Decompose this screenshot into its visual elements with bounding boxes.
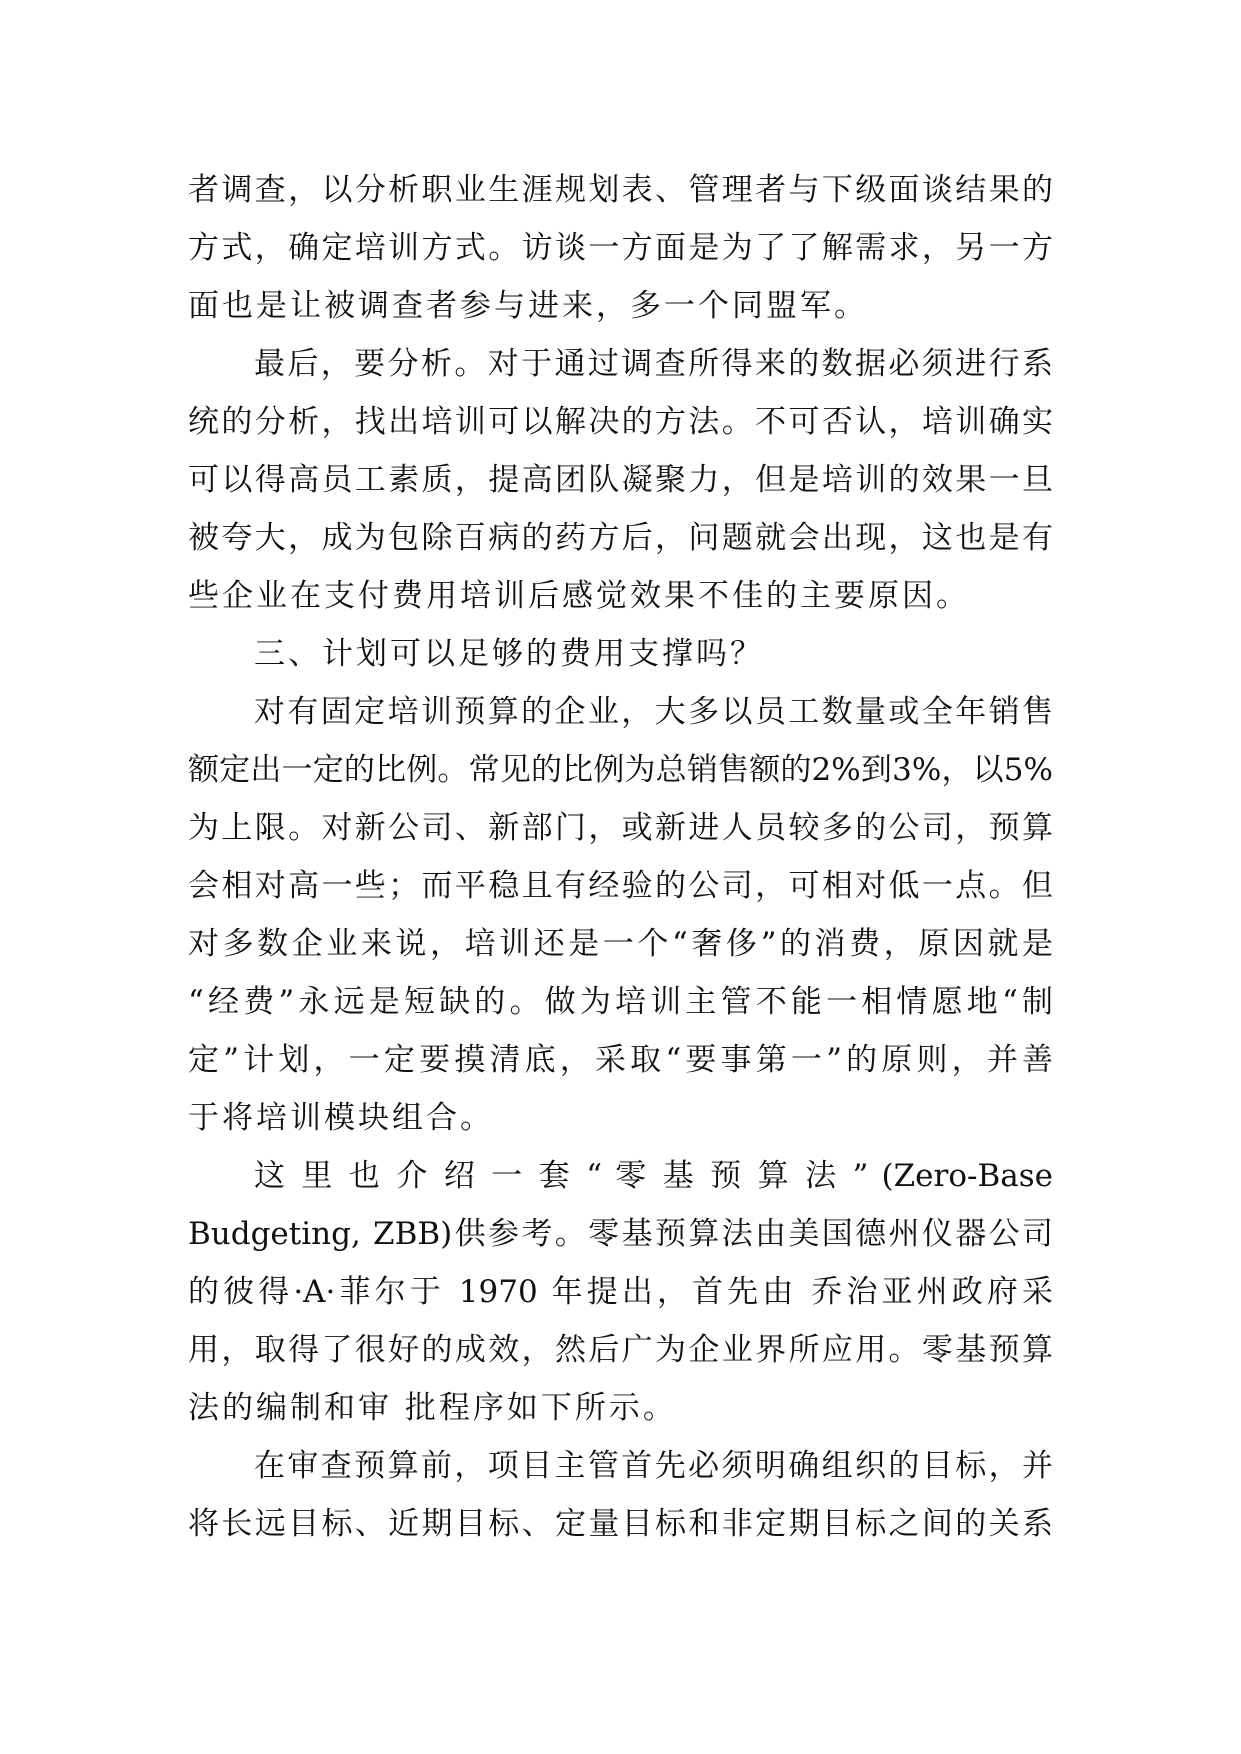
text-line: 将长远目标、近期目标、定量目标和非定期目标之间的关系	[188, 1506, 1053, 1542]
text-line: 在审查预算前，项目主管首先必须明确组织的目标，并	[254, 1448, 1053, 1484]
text-line: 为上限。对新公司、新部门，或新进人员较多的公司，预算	[188, 810, 1053, 846]
text-line: 面也是让被调查者参与进来，多一个同盟军。	[188, 288, 868, 324]
text-line: 可以得高员工素质，提高团队凝聚力，但是培训的效果一旦	[188, 462, 1053, 498]
text-line: 会相对高一些；而平稳且有经验的公司，可相对低一点。但	[188, 868, 1053, 904]
text-line: 最后，要分析。对于通过调查所得来的数据必须进行系	[254, 346, 1053, 382]
text-line: 于将培训模块组合。	[188, 1100, 494, 1136]
text-line: 的彼得·A·菲尔于 1970 年提出，首先由 乔治亚州政府采	[188, 1274, 1053, 1310]
section-heading: 三、计划可以足够的费用支撑吗？	[254, 636, 764, 672]
text-line: 用，取得了很好的成效，然后广为企业界所应用。零基预算	[188, 1332, 1053, 1368]
text-line: 统的分析，找出培训可以解决的方法。不可否认，培训确实	[188, 404, 1053, 440]
text-line: 额定出一定的比例。常见的比例为总销售额的2%到3%，以5%	[188, 752, 1053, 788]
text-line: 对有固定培训预算的企业，大多以员工数量或全年销售	[254, 694, 1053, 730]
text-line: Budgeting, ZBB)供参考。零基预算法由美国德州仪器公司	[188, 1216, 1053, 1252]
text-line: 法的编制和审 批程序如下所示。	[188, 1390, 677, 1426]
text-line: “经费”永远是短缺的。做为培训主管不能一相情愿地“制	[188, 984, 1053, 1020]
text-line: 方式，确定培训方式。访谈一方面是为了了解需求，另一方	[188, 230, 1053, 266]
text-line: 些企业在支付费用培训后感觉效果不佳的主要原因。	[188, 578, 970, 614]
text-line: 者调查，以分析职业生涯规划表、管理者与下级面谈结果的	[188, 172, 1053, 208]
text-line: 这 里 也 介 绍 一 套 “ 零 基 预 算 法 ” (Zero-Base	[254, 1158, 1053, 1194]
text-line: 被夸大，成为包除百病的药方后，问题就会出现，这也是有	[188, 520, 1053, 556]
text-line: 定”计划，一定要摸清底，采取“要事第一”的原则，并善	[188, 1042, 1053, 1078]
text-line: 对多数企业来说，培训还是一个“奢侈”的消费，原因就是	[188, 926, 1053, 962]
